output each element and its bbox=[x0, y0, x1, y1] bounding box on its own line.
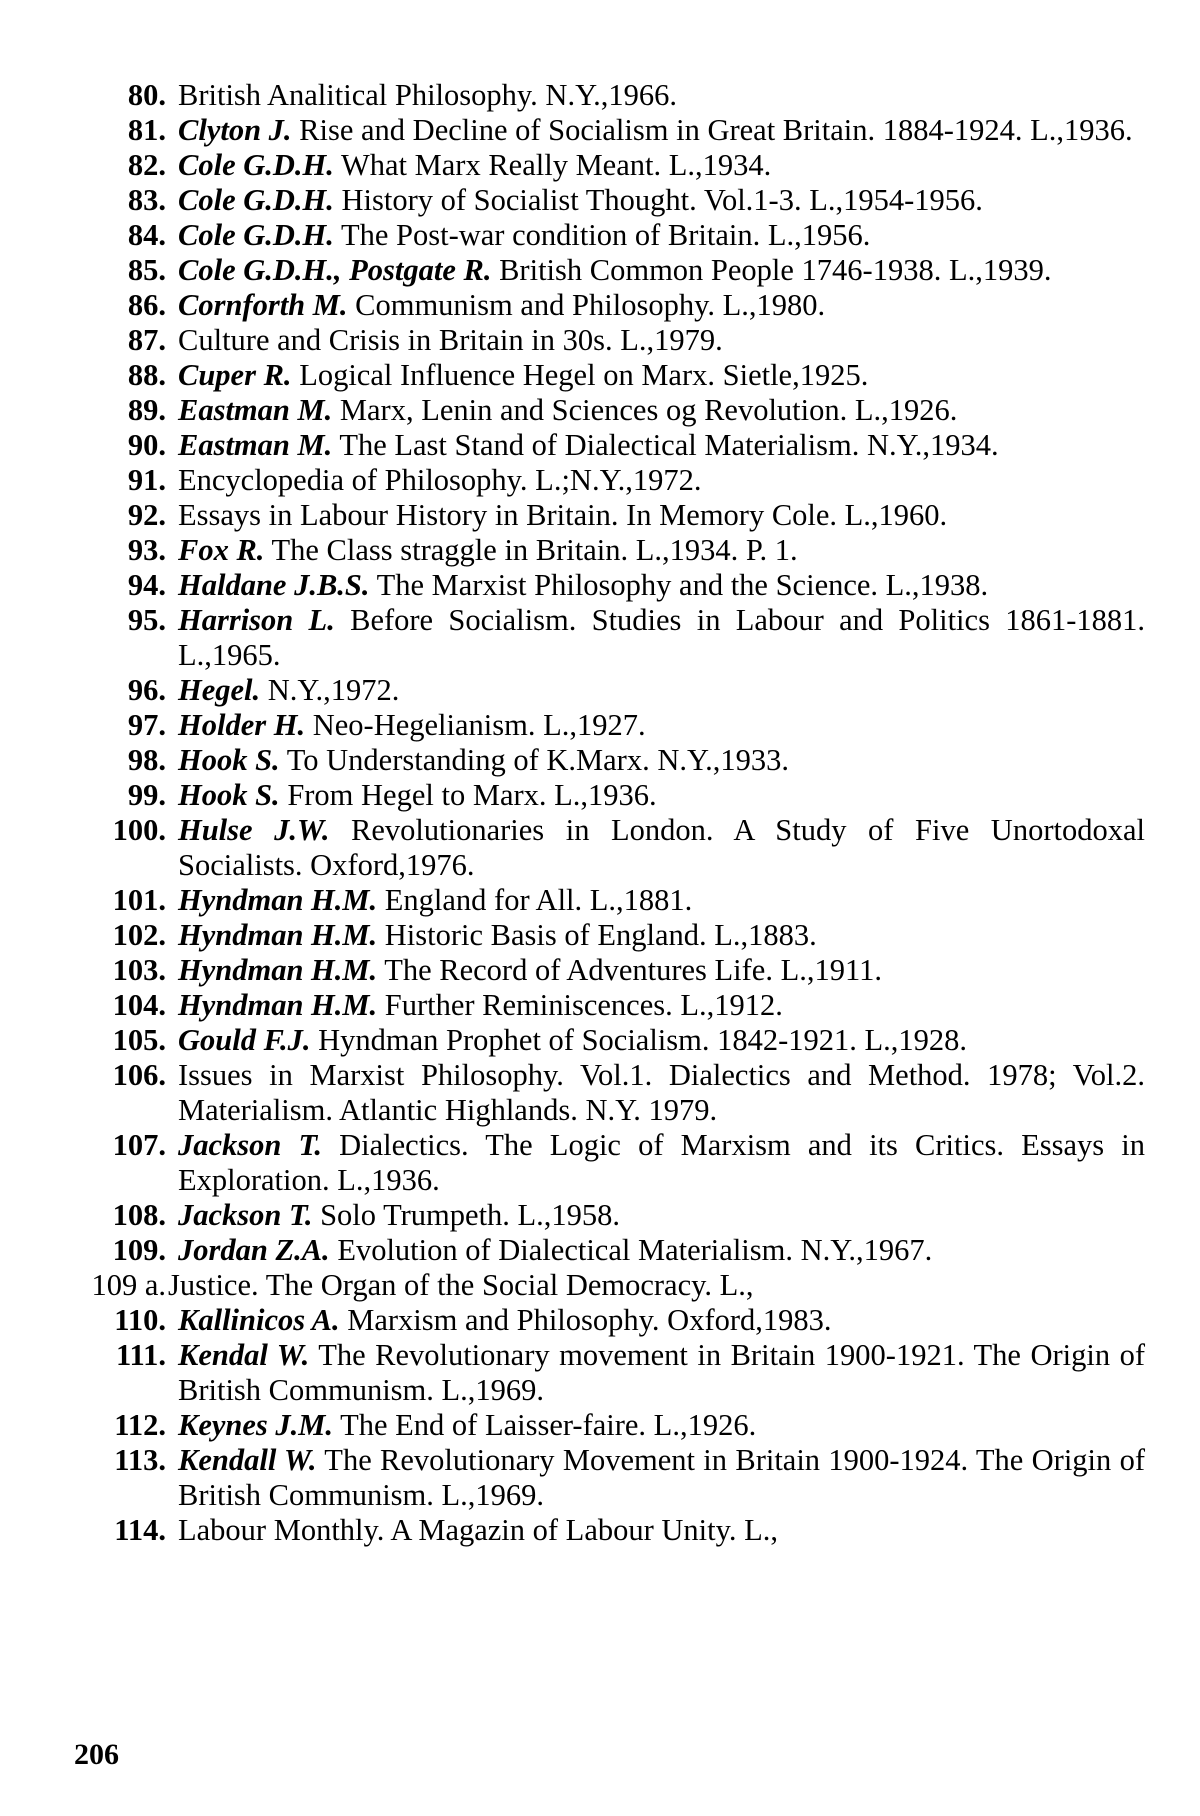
entry-title: Rise and Decline of Socialism in Great Britain. 1884-1924. L.,1936. bbox=[291, 113, 1133, 147]
entry-text bbox=[166, 1303, 1145, 1338]
bibliography-entry bbox=[80, 1513, 1145, 1548]
bibliography-entry bbox=[80, 288, 1145, 323]
entry-title: History of Socialist Thought. Vol.1-3. L.,1954-1956. bbox=[333, 183, 983, 217]
entry-title: England for All. L.,1881. bbox=[377, 883, 693, 917]
entry-number: 80. bbox=[127, 78, 166, 112]
entry-text bbox=[166, 708, 1145, 743]
entry-text bbox=[166, 533, 1145, 568]
entry-author: Hyndman H.M. bbox=[178, 918, 378, 952]
bibliography-entry bbox=[80, 358, 1145, 393]
entry-text bbox=[166, 1513, 1145, 1548]
bibliography-entry bbox=[80, 568, 1145, 603]
entry-title: Neo-Hegelianism. L.,1927. bbox=[305, 708, 646, 742]
bibliography-entry bbox=[80, 1233, 1145, 1268]
entry-author: Hulse J.W. bbox=[178, 813, 330, 847]
entry-title: Issues in Marxist Philosophy. Vol.1. Dialectics and Method. 1978; Vol.2. Materialism. Atlantic Highlands. N.Y. 1979. bbox=[178, 1058, 1145, 1127]
bibliography-entry bbox=[80, 883, 1145, 918]
entry-number: 109. bbox=[112, 1233, 166, 1267]
entry-author: Eastman M. bbox=[178, 393, 333, 427]
entry-title: The Post-war condition of Britain. L.,1956. bbox=[333, 218, 871, 252]
bibliography-entry bbox=[80, 813, 1145, 883]
entry-text bbox=[166, 1128, 1145, 1198]
bibliography-entry bbox=[80, 78, 1145, 113]
bibliography-entry bbox=[80, 603, 1145, 673]
entry-text bbox=[166, 1443, 1145, 1513]
entry-author: Hook S. bbox=[178, 743, 280, 777]
entry-title: British Common People 1746-1938. L.,1939. bbox=[491, 253, 1052, 287]
bibliography-entry bbox=[80, 393, 1145, 428]
entry-author: Kallinicos A. bbox=[178, 1303, 340, 1337]
entry-author: Hyndman H.M. bbox=[178, 953, 378, 987]
entry-number: 112. bbox=[114, 1408, 166, 1442]
entry-text bbox=[166, 428, 1145, 463]
entry-text bbox=[166, 218, 1145, 253]
entry-number: 100. bbox=[112, 813, 166, 847]
entry-author: Jackson T. bbox=[178, 1198, 313, 1232]
entry-author: Jackson T. bbox=[178, 1128, 322, 1162]
bibliography-entry bbox=[80, 918, 1145, 953]
entry-text bbox=[166, 113, 1145, 148]
entry-text bbox=[166, 183, 1145, 218]
entry-author: Jordan Z.A. bbox=[178, 1233, 330, 1267]
entry-author: Hegel. bbox=[178, 673, 261, 707]
bibliography-entry bbox=[80, 113, 1145, 148]
bibliography-entry bbox=[80, 1128, 1145, 1198]
entry-title: The Marxist Philosophy and the Science. L.,1938. bbox=[369, 568, 989, 602]
bibliography-list bbox=[80, 78, 1145, 1548]
entry-number: 97. bbox=[127, 708, 166, 742]
bibliography-entry bbox=[80, 148, 1145, 183]
entry-text bbox=[166, 603, 1145, 673]
entry-title: The Last Stand of Dialectical Materialism. N.Y.,1934. bbox=[332, 428, 999, 462]
bibliography-entry bbox=[80, 988, 1145, 1023]
entry-title: Justice. The Organ of the Social Democracy. L., bbox=[168, 1268, 754, 1302]
entry-title: Historic Basis of England. L.,1883. bbox=[377, 918, 817, 952]
entry-title: The Revolutionary Movement in Britain 1900-1924. The Origin of British Communism. L.,1969. bbox=[178, 1443, 1145, 1512]
entry-title: What Marx Really Meant. L.,1934. bbox=[333, 148, 772, 182]
entry-text bbox=[166, 673, 1145, 708]
entry-author: Cornforth M. bbox=[178, 288, 348, 322]
entry-number: 99. bbox=[127, 778, 166, 812]
bibliography-entry bbox=[80, 673, 1145, 708]
entry-title: Dialectics. The Logic of Marxism and its Critics. Essays in Exploration. L.,1936. bbox=[178, 1128, 1146, 1197]
entry-author: Eastman M. bbox=[178, 428, 333, 462]
entry-author: Keynes J.M. bbox=[178, 1408, 334, 1442]
entry-title: Further Reminiscences. L.,1912. bbox=[377, 988, 783, 1022]
bibliography-entry bbox=[80, 1023, 1145, 1058]
entry-number: 81. bbox=[127, 113, 166, 147]
entry-number: 85. bbox=[127, 253, 166, 287]
entry-text bbox=[166, 1408, 1145, 1443]
bibliography-entry bbox=[80, 323, 1145, 358]
entry-title: Revolutionaries in London. A Study of Five Unortodoxal Socialists. Oxford,1976. bbox=[178, 813, 1145, 882]
entry-number: 89. bbox=[127, 393, 166, 427]
entry-number: 105. bbox=[112, 1023, 166, 1057]
entry-text bbox=[166, 918, 1145, 953]
entry-title: Communism and Philosophy. L.,1980. bbox=[347, 288, 826, 322]
entry-title: Before Socialism. Studies in Labour and Politics 1861-1881. L.,1965. bbox=[178, 603, 1146, 672]
bibliography-entry bbox=[80, 183, 1145, 218]
entry-author: Clyton J. bbox=[178, 113, 292, 147]
entry-text bbox=[166, 1268, 1145, 1303]
entry-title: The Class straggle in Britain. L.,1934. P. 1. bbox=[264, 533, 798, 567]
bibliography-entry bbox=[80, 1443, 1145, 1513]
entry-number: 113. bbox=[114, 1443, 166, 1477]
entry-text bbox=[166, 463, 1145, 498]
entry-number: 94. bbox=[127, 568, 166, 602]
entry-author: Cole G.D.H., Postgate R. bbox=[178, 253, 492, 287]
entry-title: Hyndman Prophet of Socialism. 1842-1921. L.,1928. bbox=[310, 1023, 968, 1057]
entry-title: N.Y.,1972. bbox=[260, 673, 400, 707]
bibliography-entry bbox=[80, 1268, 1145, 1303]
entry-number: 104. bbox=[112, 988, 166, 1022]
entry-number: 95. bbox=[127, 603, 166, 637]
entry-author: Cuper R. bbox=[178, 358, 292, 392]
bibliography-entry bbox=[80, 1198, 1145, 1233]
entry-number: 111. bbox=[115, 1338, 166, 1372]
entry-author: Holder H. bbox=[178, 708, 306, 742]
entry-number: 82. bbox=[127, 148, 166, 182]
bibliography-entry bbox=[80, 1058, 1145, 1128]
bibliography-entry bbox=[80, 1338, 1145, 1408]
entry-author: Gould F.J. bbox=[178, 1023, 311, 1057]
bibliography-entry bbox=[80, 743, 1145, 778]
entry-title: Labour Monthly. A Magazin of Labour Unity. L., bbox=[178, 1513, 779, 1547]
entry-number: 107. bbox=[112, 1128, 166, 1162]
entry-text bbox=[166, 393, 1145, 428]
entry-title: Marx, Lenin and Sciences og Revolution. L.,1926. bbox=[332, 393, 958, 427]
entry-number: 91. bbox=[127, 463, 166, 497]
entry-text bbox=[166, 78, 1145, 113]
entry-number: 86. bbox=[127, 288, 166, 322]
entry-text bbox=[166, 743, 1145, 778]
entry-title: To Understanding of K.Marx. N.Y.,1933. bbox=[279, 743, 789, 777]
entry-title: British Analitical Philosophy. N.Y.,1966. bbox=[178, 78, 678, 112]
entry-number: 93. bbox=[127, 533, 166, 567]
entry-title: Marxism and Philosophy. Oxford,1983. bbox=[339, 1303, 832, 1337]
bibliography-entry bbox=[80, 1303, 1145, 1338]
entry-number: 108. bbox=[112, 1198, 166, 1232]
entry-number: 103. bbox=[112, 953, 166, 987]
entry-text bbox=[166, 1233, 1145, 1268]
entry-author: Harrison L. bbox=[178, 603, 335, 637]
entry-text bbox=[166, 953, 1145, 988]
entry-author: Cole G.D.H. bbox=[178, 183, 334, 217]
entry-number: 106. bbox=[112, 1058, 166, 1092]
entry-author: Fox R. bbox=[178, 533, 265, 567]
entry-text bbox=[166, 1338, 1145, 1408]
bibliography-entry bbox=[80, 428, 1145, 463]
entry-title: The Revolutionary movement in Britain 1900-1921. The Origin of British Communism. L.,1969. bbox=[178, 1338, 1145, 1407]
entry-author: Cole G.D.H. bbox=[178, 148, 334, 182]
entry-text bbox=[166, 988, 1145, 1023]
page-number: 206 bbox=[74, 1738, 119, 1771]
entry-author: Hook S. bbox=[178, 778, 280, 812]
entry-number: 92. bbox=[127, 498, 166, 532]
entry-title: Solo Trumpeth. L.,1958. bbox=[312, 1198, 621, 1232]
entry-number: 88. bbox=[127, 358, 166, 392]
entry-text bbox=[166, 253, 1145, 288]
entry-number: 114. bbox=[114, 1513, 166, 1547]
bibliography-entry bbox=[80, 953, 1145, 988]
entry-number: 109 a. bbox=[91, 1268, 166, 1302]
entry-title: The Record of Adventures Life. L.,1911. bbox=[377, 953, 882, 987]
entry-text bbox=[166, 778, 1145, 813]
entry-number: 102. bbox=[112, 918, 166, 952]
entry-author: Hyndman H.M. bbox=[178, 883, 378, 917]
entry-text bbox=[166, 883, 1145, 918]
entry-title: The End of Laisser-faire. L.,1926. bbox=[333, 1408, 757, 1442]
entry-title: Encyclopedia of Philosophy. L.;N.Y.,1972. bbox=[178, 463, 702, 497]
entry-number: 101. bbox=[112, 883, 166, 917]
entry-author: Hyndman H.M. bbox=[178, 988, 378, 1022]
bibliography-entry bbox=[80, 533, 1145, 568]
entry-number: 83. bbox=[127, 183, 166, 217]
bibliography-entry bbox=[80, 1408, 1145, 1443]
entry-title: Essays in Labour History in Britain. In Memory Cole. L.,1960. bbox=[178, 498, 948, 532]
entry-author: Cole G.D.H. bbox=[178, 218, 334, 252]
entry-title: From Hegel to Marx. L.,1936. bbox=[279, 778, 657, 812]
entry-title: Logical Influence Hegel on Marx. Sietle,1925. bbox=[291, 358, 869, 392]
entry-number: 96. bbox=[127, 673, 166, 707]
entry-text bbox=[166, 1198, 1145, 1233]
entry-text bbox=[166, 498, 1145, 533]
entry-number: 98. bbox=[127, 743, 166, 777]
entry-title: Culture and Crisis in Britain in 30s. L.,1979. bbox=[178, 323, 723, 357]
entry-text bbox=[166, 288, 1145, 323]
bibliography-entry bbox=[80, 708, 1145, 743]
entry-text bbox=[166, 1058, 1145, 1128]
entry-text bbox=[166, 1023, 1145, 1058]
entry-number: 84. bbox=[127, 218, 166, 252]
bibliography-entry bbox=[80, 218, 1145, 253]
bibliography-entry bbox=[80, 778, 1145, 813]
entry-text bbox=[166, 358, 1145, 393]
entry-author: Kendall W. bbox=[178, 1443, 317, 1477]
entry-text bbox=[166, 813, 1145, 883]
entry-text bbox=[166, 148, 1145, 183]
entry-text bbox=[166, 568, 1145, 603]
entry-number: 110. bbox=[114, 1303, 166, 1337]
entry-title: Evolution of Dialectical Materialism. N.Y.,1967. bbox=[329, 1233, 933, 1267]
bibliography-entry bbox=[80, 253, 1145, 288]
entry-author: Kendal W. bbox=[178, 1338, 310, 1372]
entry-author: Haldane J.B.S. bbox=[178, 568, 370, 602]
bibliography-entry bbox=[80, 498, 1145, 533]
bibliography-entry bbox=[80, 463, 1145, 498]
entry-number: 87. bbox=[127, 323, 166, 357]
entry-text bbox=[166, 323, 1145, 358]
entry-number: 90. bbox=[127, 428, 166, 462]
